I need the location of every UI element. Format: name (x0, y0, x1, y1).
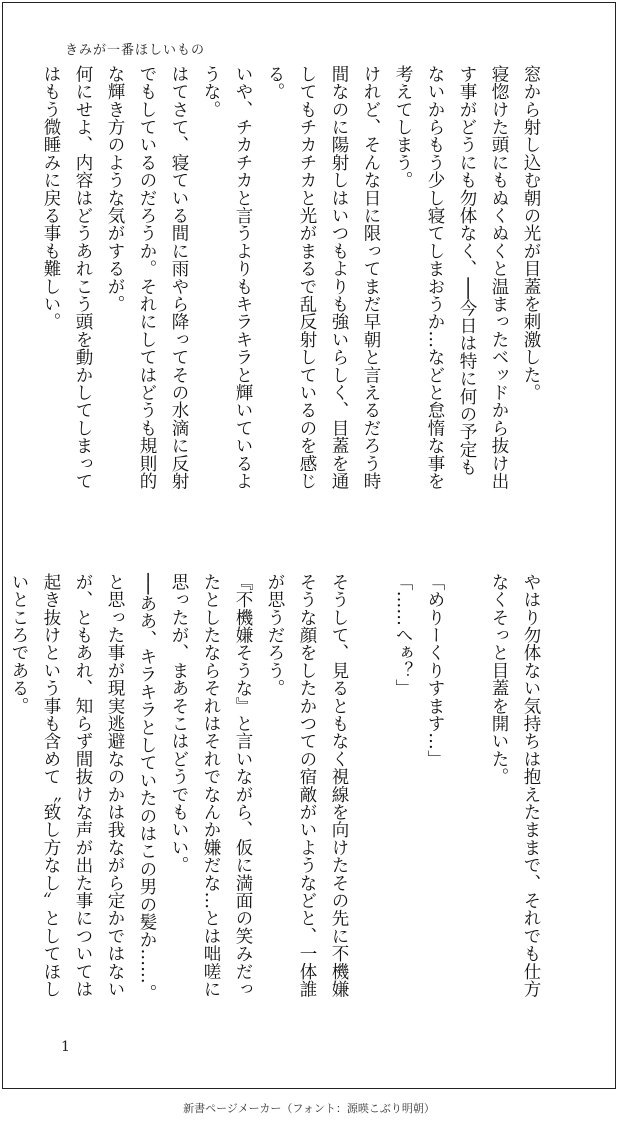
lower-text-block (3, 573, 547, 1043)
page-number: 1 (61, 1039, 70, 1055)
text-line: ──ああ、キラキラとしていたのはこの男の髪か……。 (137, 573, 157, 1002)
text-line: いや、チカチカと言うよりもキラキラと輝いているよ (233, 65, 253, 490)
dialogue-line: 「めりーくりすます…」 (425, 573, 445, 768)
running-title: きみが一番ほしいもの (65, 43, 206, 58)
page-frame (2, 2, 616, 1089)
text-line: 思ったが、まあそこはどうでもいい。 (169, 573, 189, 874)
text-line: なくそっと目蓋を開いた。 (489, 573, 509, 786)
text-line: な輝き方のような気がするが。 (105, 65, 125, 313)
text-line: やはり勿体ない気持ちは抱えたままで、それでも仕方 (521, 573, 541, 998)
text-line: と思った事が現実逃避なのかは我ながら定かではない (105, 573, 125, 998)
text-line: そうな顔をしたかつての宿敵がいようなどと、一体誰 (297, 573, 317, 998)
text-line: そうして、見るともなく視線を向けたその先に不機嫌 (329, 573, 349, 998)
blank-line (451, 573, 483, 1043)
text-line: うな。 (201, 65, 221, 119)
upper-text-block (35, 65, 547, 545)
text-line: す事がどうにも勿体なく、──今日は特に何の予定も (457, 65, 477, 476)
text-line: が思うだろう。 (265, 573, 285, 697)
text-line: はもう微睡みに戻る事も難しい。 (41, 65, 61, 331)
text-line: 起き抜けという事も含めて〝致し方なし〟としてほし (41, 573, 61, 998)
text-line: 考えてしまう。 (393, 65, 413, 189)
dialogue-line: 「……へぁ？」 (393, 573, 413, 697)
blank-line (355, 573, 387, 1043)
text-line: してもチカチカと光がまるで乱反射しているのを感じ (297, 65, 317, 490)
text-line: 寝惚けた頭にもぬくぬくと温まったベッドから抜け出 (489, 65, 509, 490)
text-line: ないからもう少し寝てしまおうか…などと怠惰な事を (425, 65, 445, 490)
text-line: けれど、そんな日に限ってまだ早朝と言えるだろう時 (361, 65, 381, 490)
text-line: いところである。 (9, 573, 29, 715)
text-line: 窓から射し込む朝の光が目蓋を刺激した。 (521, 65, 541, 402)
text-line: たとしたならそれはそれでなんか嫌だな…とは咄嗟に (201, 573, 221, 998)
footer-credit: 新書ページメーカー（フォント：源暎こぶり明朝） (183, 1102, 435, 1115)
text-line: る。 (265, 65, 285, 101)
text-line: はてさて、寝ている間に雨やら降ってその水滴に反射 (169, 65, 189, 490)
text-line: が、ともあれ、知らず間抜けな声が出た事については (73, 573, 93, 998)
text-line: 『不機嫌そうな』と言いながら、仮に満面の笑みだっ (233, 573, 253, 998)
text-line: 何にせよ、内容はどうあれこう頭を動かしてしまって (73, 65, 93, 490)
text-line: でもしているのだろうか。それにしてはどうも規則的 (137, 65, 157, 490)
text-line: 間なのに陽射しはいつもよりも強いらしく、目蓋を通 (329, 65, 349, 490)
